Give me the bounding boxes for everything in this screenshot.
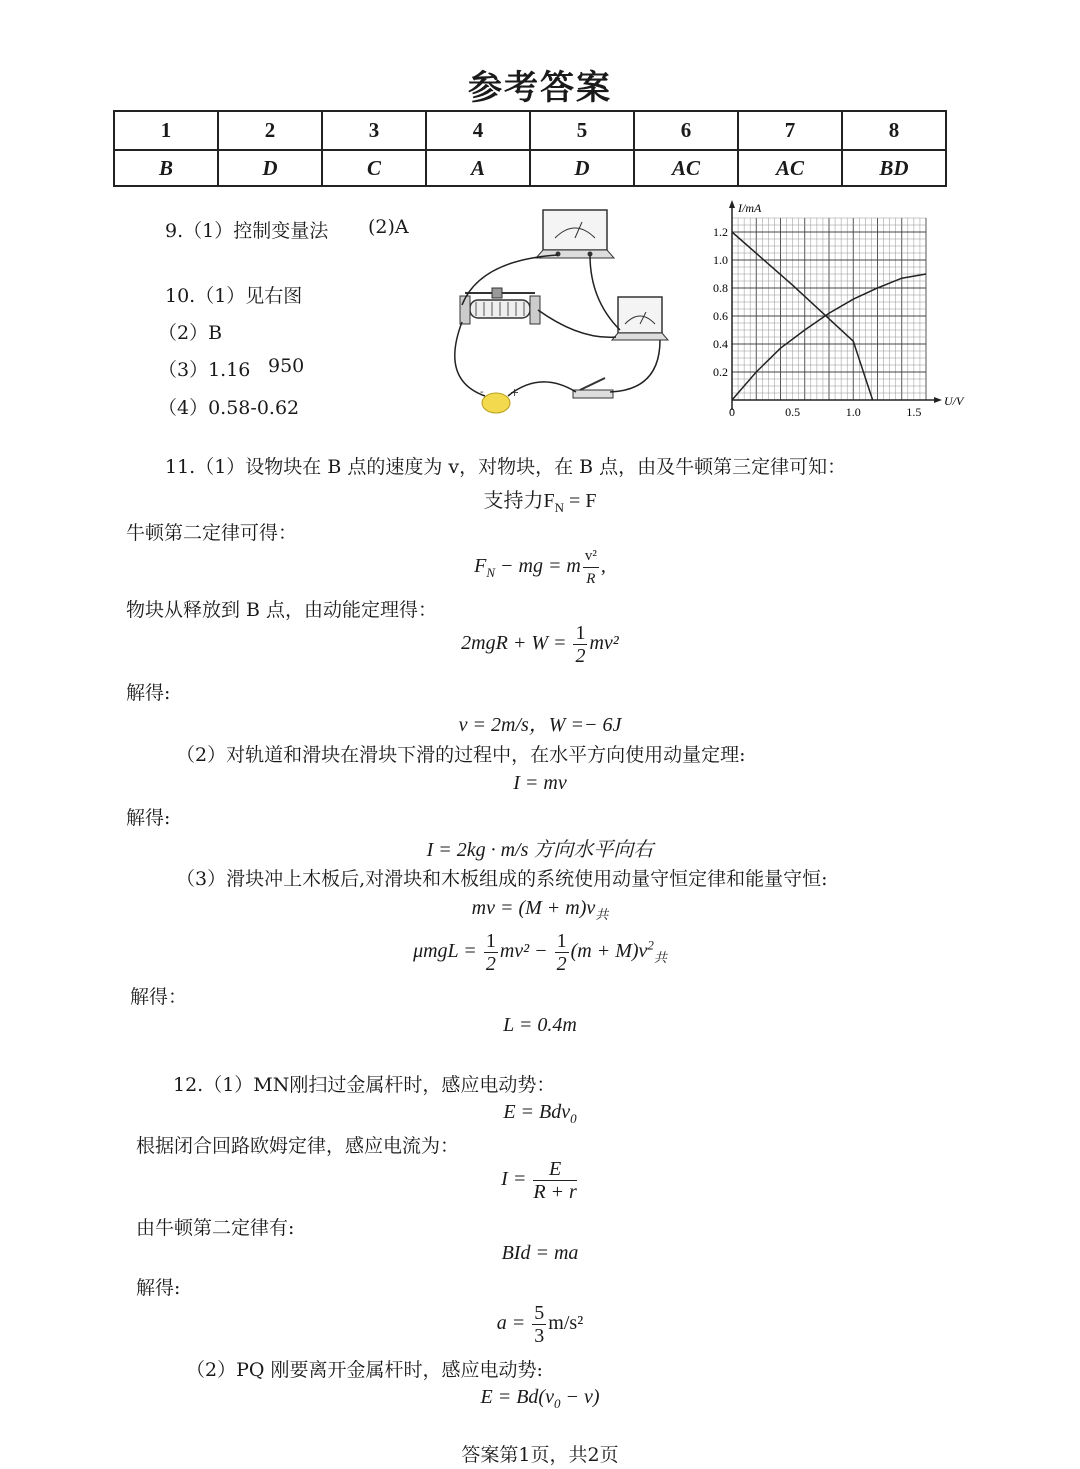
question-number-cell: 7 xyxy=(738,111,842,150)
answer-table xyxy=(113,110,947,187)
page-title: 参考答案 xyxy=(468,68,612,108)
question-number-cell: 8 xyxy=(842,111,946,150)
q11-text-5: （2）对轨道和滑块在滑块下滑的过程中，在水平方向使用动量定理: xyxy=(176,744,746,766)
q11-text-4: 解得: xyxy=(126,682,171,704)
rheostat-icon xyxy=(460,288,540,324)
answer-cell: D xyxy=(218,150,322,186)
question-number-cell: 3 xyxy=(322,111,426,150)
switch-icon xyxy=(573,378,613,398)
x-tick-label: 0 xyxy=(729,405,735,419)
q12-eq4: a = $\frac{5}{3}$ m/s² xyxy=(496,1302,584,1347)
voltmeter-icon xyxy=(612,297,668,340)
q12-text-4: 解得: xyxy=(136,1277,181,1299)
y-tick-label: 0.2 xyxy=(713,365,728,379)
y-tick-label: 1.0 xyxy=(713,253,728,267)
answer-cell: B xyxy=(114,150,218,186)
q11-eq1: 支持力$F_N = F$ xyxy=(483,490,597,515)
q11-eq5: I = mv xyxy=(513,772,567,794)
q11-eq4: v = 2m/s，W =− 6J xyxy=(458,714,622,736)
q10-line-4: （4）0.58-0.62 xyxy=(158,397,300,419)
iv-graph xyxy=(698,198,973,426)
answer-cell: BD xyxy=(842,150,946,186)
q12-eq1: E = Bdv$_0$ xyxy=(503,1101,577,1126)
question-number-cell: 2 xyxy=(218,111,322,150)
x-tick-label: 1.5 xyxy=(906,405,922,419)
q9-answer-2: (2)A xyxy=(368,216,409,238)
q11-text-2: 牛顿第二定律可得： xyxy=(126,522,298,544)
q10-line-3b: 950 xyxy=(268,355,305,377)
y-tick-label: 0.8 xyxy=(713,281,728,295)
answer-cell: C xyxy=(322,150,426,186)
q11-eq7: mv = $(M + m)v_共$ xyxy=(471,897,609,922)
q11-text-6: 解得: xyxy=(126,807,171,829)
q12-text-5: （2）PQ 刚要离开金属杆时，感应电动势: xyxy=(186,1359,543,1381)
y-tick-label: 1.2 xyxy=(713,225,728,239)
q11-intro: 11.（1）设物块在 B 点的速度为 v，对物块，在 B 点，由及牛顿第三定律可知： xyxy=(165,456,847,478)
q11-eq3: 2mgR + W = $\frac{1}{2}$ mv² xyxy=(461,622,619,667)
q11-eq6: I = 2kg · m/s 方向水平向右 xyxy=(426,839,654,861)
q9-answer-1: 9.（1）控制变量法 xyxy=(165,220,329,242)
q10-line-2: （2）B xyxy=(158,322,223,344)
q12-text-2: 根据闭合回路欧姆定律，感应电流为： xyxy=(136,1135,460,1157)
question-number-cell: 4 xyxy=(426,111,530,150)
page-footer: 答案第1页，共2页 xyxy=(461,1444,619,1466)
svg-text:-: - xyxy=(480,385,484,398)
question-number-cell: 5 xyxy=(530,111,634,150)
q12-eq2: I = $\frac{E}{R + r}$ xyxy=(501,1158,577,1203)
ammeter-icon xyxy=(536,210,614,258)
q12-intro: 12.（1）MN刚扫过金属杆时，感应电动势： xyxy=(173,1074,556,1096)
x-axis-label: U/V xyxy=(944,394,964,408)
q11-eq9: L = 0.4m xyxy=(503,1014,577,1036)
svg-text:+: + xyxy=(510,386,520,399)
answer-cell: AC xyxy=(634,150,738,186)
question-number-cell: 1 xyxy=(114,111,218,150)
y-tick-label: 0.6 xyxy=(713,309,728,323)
q11-text-8: 解得： xyxy=(130,986,188,1008)
q11-text-7: （3）滑块冲上木板后,对滑块和木板组成的系统使用动量守恒定律和能量守恒: xyxy=(176,868,828,890)
q11-eq8: μmgL = $\frac{1}{2}$ mv² − $\frac{1}{2}$ $(m + M)v^2_共$ xyxy=(413,930,667,975)
q12-text-3: 由牛顿第二定律有: xyxy=(136,1217,295,1239)
q10-line-1: 10.（1）见右图 xyxy=(165,285,303,307)
answer-cell: AC xyxy=(738,150,842,186)
y-axis-label: I/mA xyxy=(738,201,762,215)
q12-eq5: $E = Bd(v_0 - v)$ xyxy=(480,1386,600,1411)
q10-line-3: （3）1.16 xyxy=(158,359,251,381)
q12-eq3: BId = ma xyxy=(501,1242,579,1264)
answer-cell: D xyxy=(530,150,634,186)
question-number-cell: 6 xyxy=(634,111,738,150)
q11-eq2: $F_N$ − mg = m $\frac{\text{v²}}{R}$ , xyxy=(0,545,1080,590)
answer-cell: A xyxy=(426,150,530,186)
circuit-diagram xyxy=(440,200,680,425)
x-tick-label: 1.0 xyxy=(845,405,861,419)
x-tick-label: 0.5 xyxy=(785,405,801,419)
battery-icon xyxy=(480,385,519,413)
y-tick-label: 0.4 xyxy=(713,337,728,351)
q11-text-3: 物块从释放到 B 点，由动能定理得： xyxy=(126,599,438,621)
